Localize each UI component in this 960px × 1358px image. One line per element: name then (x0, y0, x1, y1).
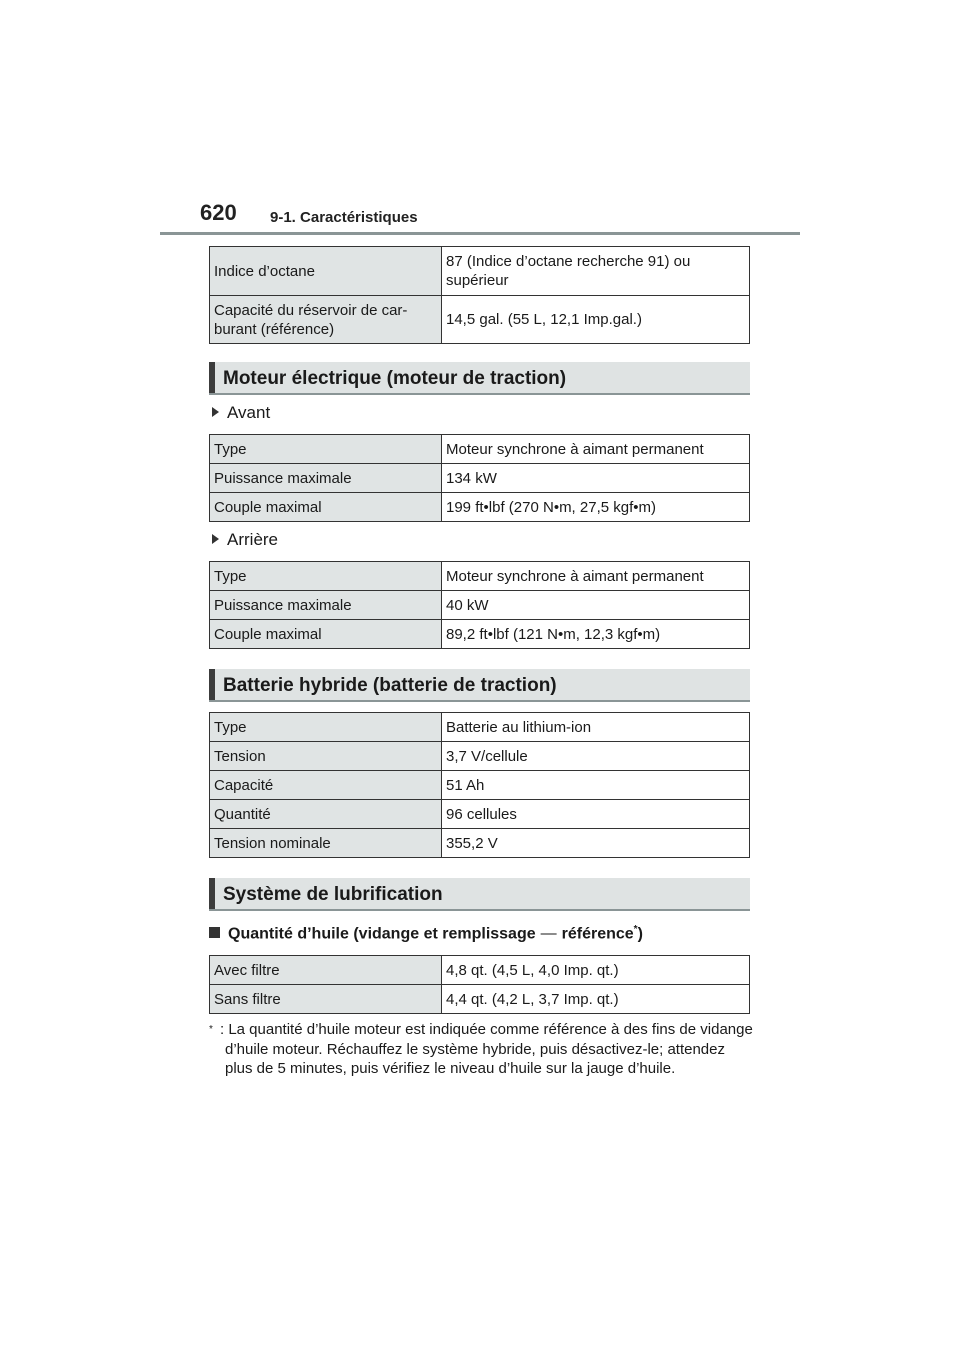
battery-table (209, 712, 750, 858)
footnote-reference: * (633, 924, 638, 935)
row-key: Sans filtre (210, 985, 442, 1014)
row-key: Indice d’octane (210, 247, 442, 296)
table-row (210, 956, 750, 985)
subheading-label: Avant (227, 403, 271, 422)
row-value: Moteur synchrone à aimant permanent (442, 562, 750, 591)
oil-quantity-table (209, 955, 750, 1014)
row-key: Couple maximal (210, 493, 442, 522)
table-row (210, 620, 750, 649)
section-heading-motor (209, 362, 750, 395)
oil-heading-text: Quantité d’huile (vidange et remplissage (228, 925, 536, 943)
row-value: 87 (Indice d’octane recherche 91) ou supérieur (442, 247, 750, 296)
table-row (210, 435, 750, 464)
triangle-bullet-icon (212, 534, 219, 544)
section-heading-lubrication (209, 878, 750, 911)
row-key: Capacité du réservoir de car-burant (référence) (210, 296, 442, 344)
section-title: Système de lubrification (223, 884, 443, 905)
table-row (210, 296, 750, 344)
row-key: Quantité (210, 800, 442, 829)
row-value: 3,7 V/cellule (442, 742, 750, 771)
row-value: 51 Ah (442, 771, 750, 800)
row-key: Tension (210, 742, 442, 771)
table-row (210, 247, 750, 296)
subheading-front (212, 403, 270, 423)
row-value: 14,5 gal. (55 L, 12,1 Imp.gal.) (442, 296, 750, 344)
table-row (210, 742, 750, 771)
heading-bar (209, 669, 215, 700)
section-title: Batterie hybride (batterie de traction) (223, 675, 557, 696)
heading-bar (209, 362, 215, 393)
footnote-mark: * (209, 1024, 213, 1035)
table-row (210, 985, 750, 1014)
row-value: 4,8 qt. (4,5 L, 4,0 Imp. qt.) (442, 956, 750, 985)
oil-heading-close: ) (637, 925, 643, 943)
row-value: Batterie au lithium-ion (442, 713, 750, 742)
chapter-title: 9-1. Caractéristiques (270, 209, 418, 226)
row-key: Type (210, 435, 442, 464)
oil-heading-end: référence (561, 925, 634, 943)
row-key: Capacité (210, 771, 442, 800)
row-value: 89,2 ft•lbf (121 N•m, 12,3 kgf•m) (442, 620, 750, 649)
row-key: Puissance maximale (210, 591, 442, 620)
row-key: Type (210, 713, 442, 742)
row-key: Puissance maximale (210, 464, 442, 493)
row-value: 355,2 V (442, 829, 750, 858)
table-row (210, 713, 750, 742)
row-value: Moteur synchrone à aimant permanent (442, 435, 750, 464)
footnote (209, 1020, 754, 1079)
fuel-spec-table (209, 246, 750, 344)
header-rule (160, 232, 800, 235)
table-row (210, 800, 750, 829)
rear-motor-table (209, 561, 750, 649)
table-row (210, 829, 750, 858)
row-value: 199 ft•lbf (270 N•m, 27,5 kgf•m) (442, 493, 750, 522)
section-title: Moteur électrique (moteur de traction) (223, 368, 567, 389)
footnote-text: : La quantité d’huile moteur est indiquée comme référence à des fins de vidange d’huile moteur. Réchauffez le système hybride, puis désactivez-le; attendez plus de 5 minutes, puis vérifiez le niveau d’huile sur la jauge d’huile. (220, 1021, 753, 1077)
table-row (210, 464, 750, 493)
row-value: 134 kW (442, 464, 750, 493)
row-value: 4,4 qt. (4,2 L, 3,7 Imp. qt.) (442, 985, 750, 1014)
square-bullet-icon (209, 927, 220, 938)
subheading-label: Arrière (227, 530, 279, 549)
row-key: Couple maximal (210, 620, 442, 649)
front-motor-table (209, 434, 750, 522)
table-row (210, 493, 750, 522)
oil-quantity-heading (209, 924, 643, 943)
page-header (200, 200, 800, 236)
row-key: Type (210, 562, 442, 591)
oil-heading-dash: — (540, 925, 557, 943)
table-row (210, 771, 750, 800)
table-row (210, 562, 750, 591)
row-key: Tension nominale (210, 829, 442, 858)
triangle-bullet-icon (212, 407, 219, 417)
table-row (210, 591, 750, 620)
row-key: Avec filtre (210, 956, 442, 985)
heading-bar (209, 878, 215, 909)
subheading-rear (212, 530, 278, 550)
page-number: 620 (200, 200, 237, 225)
row-value: 40 kW (442, 591, 750, 620)
section-heading-battery (209, 669, 750, 702)
row-value: 96 cellules (442, 800, 750, 829)
